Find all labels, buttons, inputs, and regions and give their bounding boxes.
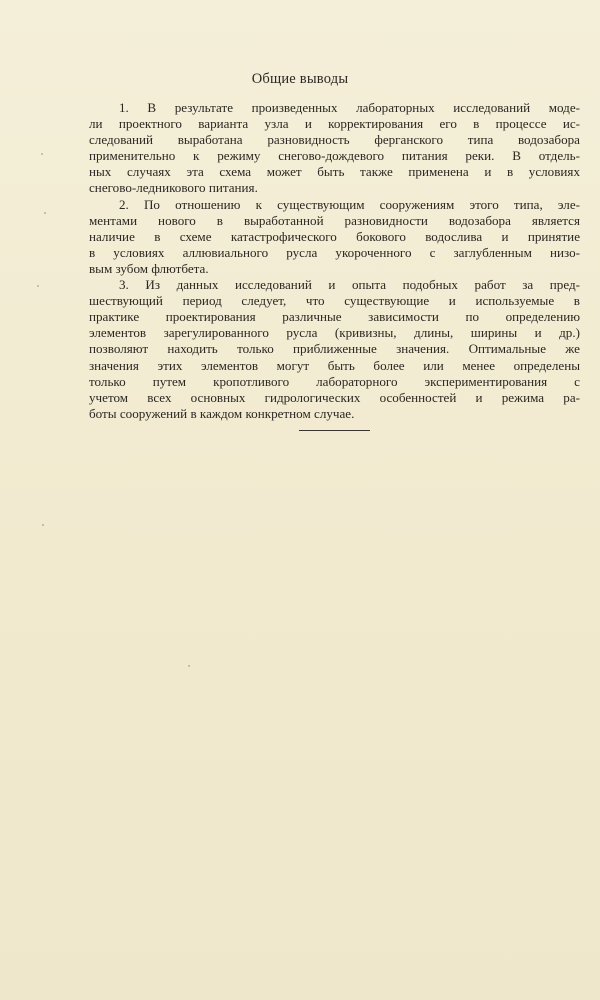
text-line: значения этих элементов могут быть более или менее определены: [89, 357, 580, 373]
paper-speck: [44, 212, 46, 214]
conclusions-text: [89, 100, 580, 422]
text-line: шествующий период следует, что существующие и используемые в: [89, 293, 580, 309]
text-line: практике проектирования различные зависимости по определению: [89, 309, 580, 325]
section-heading: Общие выводы: [251, 71, 349, 87]
paragraph-1: [89, 100, 580, 197]
text-line: ментами нового в выработанной разновидности водозабора является: [89, 212, 580, 228]
text-line: следований выработана разновидность ферганского типа водозабора: [89, 132, 580, 148]
paper-speck: [42, 524, 44, 526]
text-line: применительно к режиму снегово-дождевого питания реки. В отдель-: [89, 148, 580, 164]
text-line: позволяют находить только приближенные значения. Оптимальные же: [89, 341, 580, 357]
paragraph-2: [89, 197, 580, 277]
paper-speck: [37, 285, 39, 287]
paper-speck: [188, 665, 190, 667]
text-line: боты сооружений в каждом конкретном случае.: [89, 405, 355, 421]
text-line: снегово-ледникового питания.: [89, 180, 258, 196]
text-line: ли проектного варианта узла и корректирования его в процессе ис-: [89, 116, 580, 132]
text-line: 2. По отношению к существующим сооружениям этого типа, эле-: [119, 196, 580, 212]
text-line: учетом всех основных гидрологических особенностей и режима ра-: [89, 389, 580, 405]
text-line: элементов зарегулированного русла (кривизны, длины, ширины и др.): [89, 325, 580, 341]
text-line: вым зубом флютбета.: [89, 260, 209, 276]
text-line: 3. Из данных исследований и опыта подобных работ за пред-: [119, 277, 580, 293]
text-line: 1. В результате произведенных лабораторных исследований моде-: [119, 100, 580, 115]
paper-speck: [41, 153, 43, 155]
paragraph-3: [89, 277, 580, 422]
text-line: наличие в схеме катастрофического бокового водослива и принятие: [89, 228, 580, 244]
end-divider: [299, 430, 370, 431]
text-line: в условиях аллювиального русла укороченного с заглубленным низо-: [89, 244, 580, 260]
text-line: только путем кропотливого лабораторного экспериментирования с: [89, 373, 580, 389]
text-line: ных случаях эта схема может быть также применена и в условиях: [89, 164, 580, 180]
